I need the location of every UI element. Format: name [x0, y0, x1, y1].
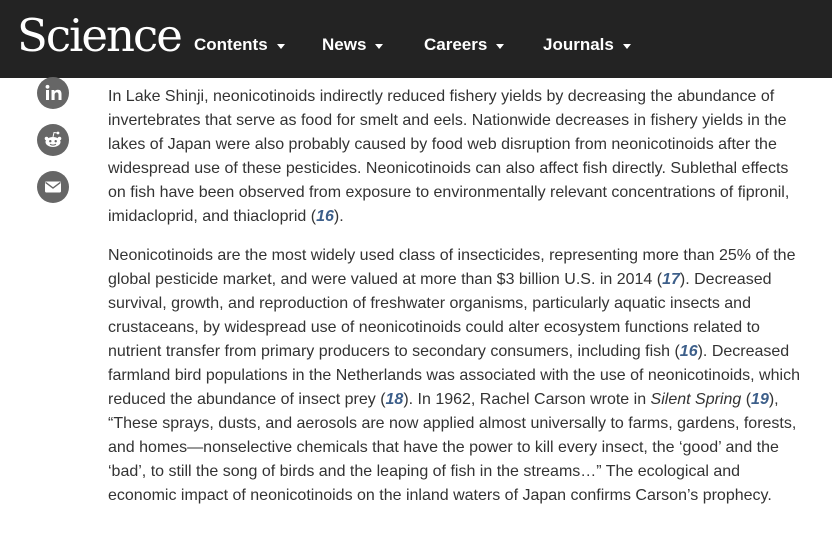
paragraph-text: Neonicotinoids are the most widely used class of insecticides, representing more than 25% of the global pesticide market, and were valued at more than $3 billion U.S. in 2014 ( — [108, 247, 796, 288]
nav-contents[interactable] — [194, 34, 285, 56]
paragraph-text: ). Decreased survival, growth, and reproduction of freshwater organisms, particularly aquatic insects and crustaceans, by widespread use of neonicotinoids could alter ecosystem functions related to nutrient transfer from primary producers to secondary consumers, including fish ( — [108, 271, 772, 360]
nav-contents-label: Contents — [194, 35, 268, 54]
nav-careers-label: Careers — [424, 35, 488, 54]
nav-journals-label: Journals — [543, 35, 614, 54]
chevron-down-icon — [277, 44, 285, 49]
share-linkedin-button[interactable] — [37, 77, 69, 109]
paragraph-text: ). In 1962, Rachel Carson wrote in — [403, 391, 651, 408]
reddit-icon — [37, 124, 69, 156]
chevron-down-icon — [375, 44, 383, 49]
nav-journals[interactable] — [543, 34, 631, 56]
nav-news-label: News — [322, 35, 367, 54]
site-header — [0, 0, 832, 78]
paragraph-text: ), “These sprays, dusts, and aerosols are now applied almost universally to farms, gardens, forests, and homes—nonselective chemicals that have the power to kill every insect, the ‘good’ and the ‘bad’, to still the song of birds and the leaping of fish in the streams…” The ecological and economic impact of neonicotinoids on the inland waters of Japan confirms Carson’s prophecy. — [108, 391, 797, 504]
paragraph-text: ). Decreased farmland bird populations in the Netherlands was associated with the use of neonicotinoids, which reduced the abundance of insect prey ( — [108, 343, 800, 408]
reference-link-17[interactable]: 17 — [662, 271, 680, 288]
paragraph-text: ). — [333, 208, 344, 225]
reference-link-19[interactable]: 19 — [751, 391, 769, 408]
book-title: Silent Spring — [650, 391, 742, 408]
chevron-down-icon — [496, 44, 504, 49]
nav-news[interactable] — [322, 34, 383, 56]
reference-link-16[interactable]: 16 — [316, 208, 334, 225]
article-paragraph-2 — [108, 244, 808, 508]
paragraph-text: In Lake Shinji, neonicotinoids indirectly reduced fishery yields by decreasing the abundance of invertebrates that serve as food for smelt and eels. Nationwide decreases in fishery yields in the lakes of Japan were also probably caused by food web disruption from neonicotinoids after the widespread use of these pesticides. Neonicotinoids can also affect fish directly. Sublethal effects on fish have been observed from exposure to environmentally relevant concentrations of fipronil, imidacloprid, and thiacloprid ( — [108, 88, 790, 225]
science-logo[interactable]: Science — [17, 9, 181, 62]
paragraph-text: ( — [741, 391, 752, 408]
share-email-button[interactable] — [37, 171, 69, 203]
chevron-down-icon — [623, 44, 631, 49]
nav-careers[interactable] — [424, 34, 504, 56]
article-body — [108, 85, 808, 523]
linkedin-icon — [37, 77, 69, 109]
email-icon — [37, 171, 69, 203]
share-reddit-button[interactable] — [37, 124, 69, 156]
reference-link-16[interactable]: 16 — [679, 343, 698, 360]
reference-link-18[interactable]: 18 — [385, 391, 404, 408]
article-paragraph-1 — [108, 85, 808, 229]
